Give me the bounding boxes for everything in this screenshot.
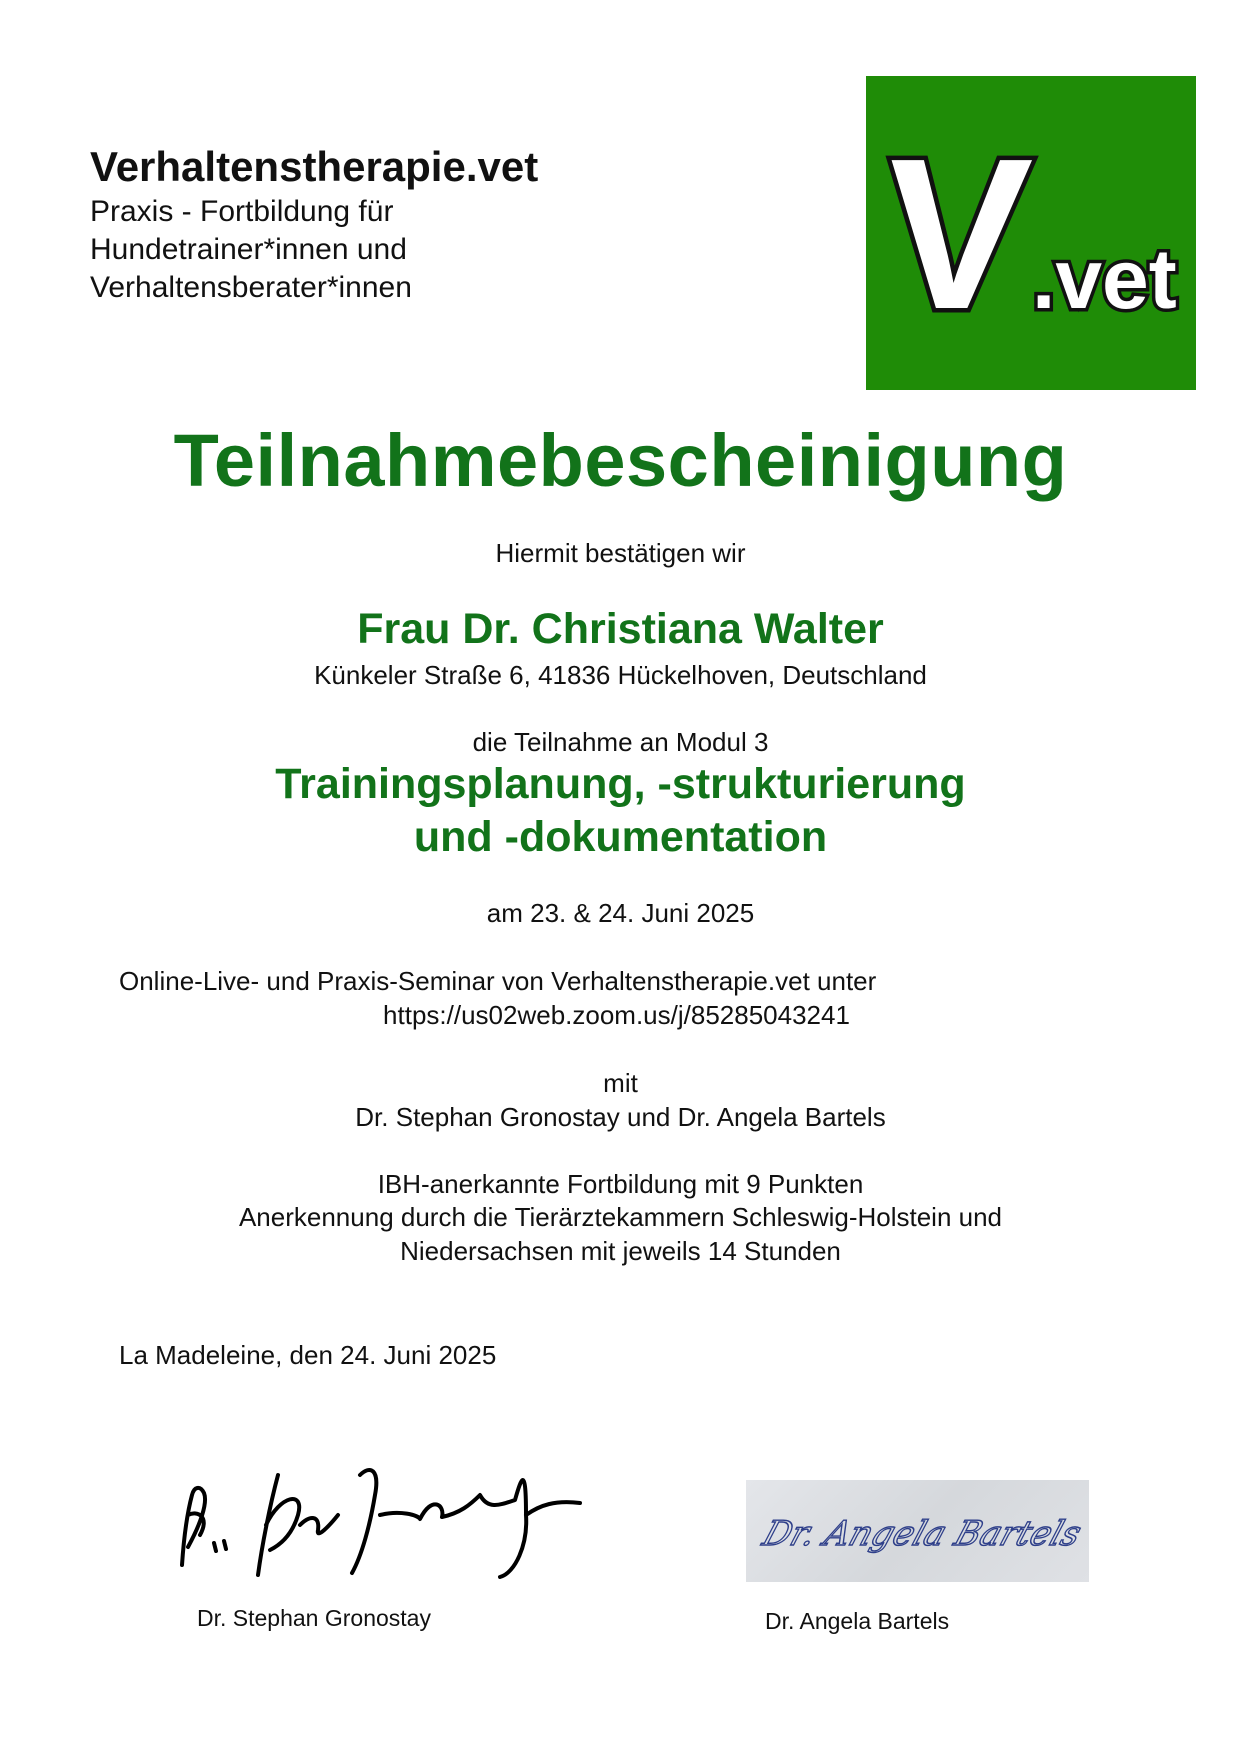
accreditation-line-2: Anerkennung durch die Tierärztekammern Schleswig-Holstein und (238, 1202, 1003, 1232)
instructors: Dr. Stephan Gronostay und Dr. Angela Bartels (355, 1102, 886, 1132)
signature-bartels-graphic (746, 1480, 1089, 1582)
org-line-3: Verhaltensberater*innen (90, 271, 412, 304)
recipient-name: Frau Dr. Christiana Walter (357, 605, 884, 653)
vet-logo-graphic (866, 76, 1196, 390)
signature-bartels (746, 1480, 1089, 1582)
seminar-url[interactable]: https://us02web.zoom.us/j/85285043241 (383, 1000, 850, 1030)
logo-text-vet: .vet (1032, 232, 1177, 326)
module-title-line-1: Trainingsplanung, -strukturierung (275, 760, 966, 808)
signatory-right-name: Dr. Angela Bartels (765, 1608, 950, 1634)
org-line-2: Hundetrainer*innen und (90, 233, 407, 266)
signatory-left-name: Dr. Stephan Gronostay (197, 1605, 431, 1631)
seminar-dates: am 23. & 24. Juni 2025 (486, 898, 755, 928)
seminar-description: Online-Live- und Praxis-Seminar von Verhaltenstherapie.vet unter (119, 966, 877, 996)
logo-letter-v: V (876, 113, 1037, 354)
with-text: mit (603, 1068, 638, 1098)
recipient-address: Künkeler Straße 6, 41836 Hückelhoven, Deutschland (314, 660, 927, 690)
org-line-1: Praxis - Fortbildung für (90, 195, 394, 228)
vet-logo (866, 76, 1196, 390)
module-intro: die Teilnahme an Modul 3 (472, 727, 769, 757)
org-name: Verhaltenstherapie.vet (90, 143, 539, 190)
module-title-line-2: und -dokumentation (413, 813, 828, 861)
accreditation-line-1: IBH-anerkannte Fortbildung mit 9 Punkten (377, 1169, 864, 1199)
signature-gronostay (170, 1455, 590, 1585)
intro-text: Hiermit bestätigen wir (495, 538, 746, 568)
place-and-date: La Madeleine, den 24. Juni 2025 (119, 1340, 497, 1370)
certificate-title: Teilnahmebescheinigung (173, 419, 1068, 502)
signature-bartels-handwriting: Dr. Angela Bartels (758, 1514, 1086, 1554)
accreditation-line-3: Niedersachsen mit jeweils 14 Stunden (400, 1236, 841, 1266)
